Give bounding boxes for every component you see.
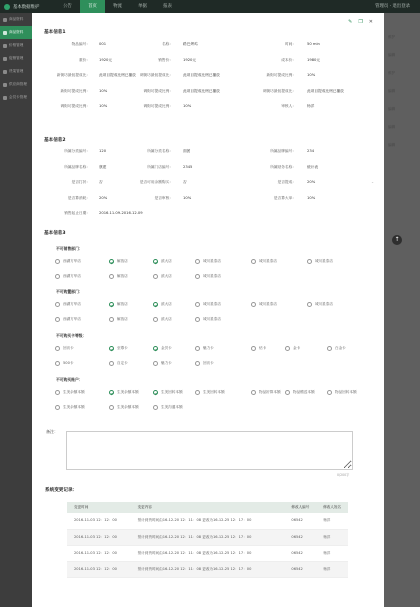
checkbox-icon bbox=[251, 346, 256, 351]
sidebar-item-label: 商品资料 bbox=[9, 30, 24, 34]
option-label: 金卡 bbox=[293, 346, 301, 350]
option-label: 城川星泰店 bbox=[259, 302, 277, 306]
option-checkbox[interactable] bbox=[153, 346, 172, 351]
option-checkbox[interactable] bbox=[251, 259, 277, 264]
checkbox-icon bbox=[55, 346, 60, 351]
menu-icon bbox=[3, 70, 7, 74]
field-label: 是否打折： bbox=[71, 180, 90, 184]
history-cell: 杨洋 bbox=[316, 529, 348, 545]
history-cell: 06542 bbox=[284, 545, 316, 561]
field-label: 时间： bbox=[284, 42, 296, 46]
table-row bbox=[67, 545, 348, 561]
brand-name: 基本数据维护 bbox=[13, 4, 40, 10]
option-checkbox[interactable] bbox=[195, 274, 221, 279]
sidebar bbox=[0, 13, 36, 607]
field-label: 调街坊最低提成比： bbox=[262, 88, 296, 93]
history-cell: 2016-11-03 12：12：00 bbox=[67, 513, 131, 529]
option-label: 生美回转本额 bbox=[161, 390, 183, 394]
checkbox-icon bbox=[195, 346, 200, 351]
history-header-cell: 修改人编号 bbox=[284, 502, 316, 513]
modal-toolbar bbox=[348, 19, 373, 25]
history-cell: 2016-11-03 12：12：00 bbox=[67, 545, 131, 561]
option-checkbox[interactable] bbox=[307, 302, 333, 307]
sidebar-item[interactable] bbox=[0, 78, 36, 91]
field-label: 是否审核： bbox=[154, 195, 173, 200]
field-value: 面团 bbox=[183, 149, 191, 153]
field-value: 50 min bbox=[307, 42, 320, 46]
group-title: 不可购置部门： bbox=[56, 289, 83, 294]
history-cell: 06542 bbox=[284, 513, 316, 529]
option-checkbox[interactable] bbox=[307, 259, 333, 264]
field-value: 2345 bbox=[183, 164, 193, 169]
field-label: 调街坊最低提成比： bbox=[139, 73, 173, 77]
field-value: 此项目提成比例已播放 bbox=[307, 88, 344, 93]
option-label: 回访卡 bbox=[63, 346, 74, 350]
option-checkbox[interactable] bbox=[153, 361, 172, 366]
history-cell: 预计到货时间由16-12-20 12：11：08 更改为16-12-25 12：17：00 bbox=[131, 545, 285, 561]
history-cell: 06542 bbox=[284, 561, 316, 577]
checkbox-icon bbox=[109, 405, 114, 410]
background-action-link[interactable]: 编辑 bbox=[388, 125, 396, 129]
checkbox-icon bbox=[55, 302, 60, 307]
group-title: 不可购买卡等级： bbox=[56, 333, 87, 338]
main-nav bbox=[55, 0, 180, 13]
checkbox-icon bbox=[109, 390, 114, 395]
checkbox-icon bbox=[307, 259, 312, 264]
option-checkbox[interactable] bbox=[153, 405, 183, 410]
history-cell: 杨洋 bbox=[316, 545, 348, 561]
option-label: 解放店 bbox=[117, 259, 128, 263]
field-value: 10% bbox=[183, 104, 192, 108]
field-value: 1920元 bbox=[99, 57, 113, 62]
checkbox-icon bbox=[55, 361, 60, 366]
table-row bbox=[67, 529, 348, 545]
section-basic3-title: 基本信息3 bbox=[44, 231, 66, 236]
field-label: 调街坊提成比例： bbox=[143, 104, 173, 108]
option-label: 物品赠送本额 bbox=[293, 390, 315, 394]
history-table bbox=[67, 502, 348, 578]
option-checkbox[interactable] bbox=[153, 302, 172, 307]
field-label: 新街坊提成比例： bbox=[266, 73, 296, 77]
sidebar-item[interactable] bbox=[0, 52, 36, 65]
sidebar-item[interactable] bbox=[0, 65, 36, 78]
remark-label: 备注： bbox=[46, 429, 58, 434]
checkbox-icon bbox=[251, 302, 256, 307]
field-label: 成本价： bbox=[281, 57, 296, 62]
copy-icon[interactable]: ❐ bbox=[358, 19, 363, 25]
field-label: 所属财务名称： bbox=[270, 164, 296, 169]
brand bbox=[0, 4, 55, 10]
group-title: 不可销售部门： bbox=[56, 246, 83, 251]
sidebar-item[interactable] bbox=[0, 91, 36, 104]
nav-item[interactable]: 物流 bbox=[113, 4, 122, 9]
option-label: 生美回转本额 bbox=[203, 390, 225, 394]
option-checkbox[interactable] bbox=[153, 274, 172, 279]
option-checkbox[interactable] bbox=[109, 317, 128, 322]
field-value: 001 bbox=[99, 42, 107, 46]
section-basic1-title: 基本信息1 bbox=[44, 30, 66, 35]
option-checkbox[interactable] bbox=[55, 259, 81, 264]
option-label: 500卡 bbox=[63, 361, 74, 365]
option-checkbox[interactable] bbox=[153, 259, 172, 264]
checkbox-icon bbox=[55, 274, 60, 279]
option-label: 城川星泰店 bbox=[203, 259, 221, 263]
checkbox-icon bbox=[153, 302, 158, 307]
field-value: 10% bbox=[99, 88, 108, 93]
field-value: 路巴烤鸡 bbox=[183, 42, 198, 46]
option-checkbox[interactable] bbox=[55, 390, 85, 395]
checkbox-icon bbox=[195, 259, 200, 264]
option-checkbox[interactable] bbox=[153, 390, 183, 395]
field-value: 否 bbox=[183, 180, 187, 184]
option-label: 城川星泰店 bbox=[203, 317, 221, 321]
history-header-row bbox=[67, 502, 348, 513]
option-label: 城川星泰店 bbox=[315, 259, 333, 263]
field-label: 所属分类名称： bbox=[147, 149, 173, 153]
field-label: 调街坊提成比例： bbox=[143, 88, 173, 93]
option-label: 物品回转本额 bbox=[335, 390, 357, 394]
background-action-link[interactable]: 维护 bbox=[388, 35, 396, 39]
checkbox-icon bbox=[55, 259, 60, 264]
checkbox-icon bbox=[55, 390, 60, 395]
checkbox-icon bbox=[251, 390, 256, 395]
nav-item[interactable]: 首页 bbox=[80, 0, 105, 13]
field-value: 1980元 bbox=[307, 57, 321, 62]
field-value: 120 bbox=[99, 149, 107, 153]
option-checkbox[interactable] bbox=[327, 390, 357, 395]
background-action-link[interactable]: 编辑 bbox=[388, 107, 396, 111]
option-checkbox[interactable] bbox=[109, 346, 128, 351]
checkbox-icon bbox=[109, 259, 114, 264]
detail-modal bbox=[32, 13, 384, 607]
option-label: 西湖方华店 bbox=[63, 259, 81, 263]
checkbox-icon bbox=[109, 317, 114, 322]
option-label: 西湖方华店 bbox=[63, 317, 81, 321]
option-label: 回访卡 bbox=[203, 361, 214, 365]
checkbox-icon bbox=[327, 390, 332, 395]
option-checkbox[interactable] bbox=[153, 317, 172, 322]
field-label: 所属品牌名称： bbox=[64, 164, 90, 169]
checkbox-icon bbox=[327, 346, 332, 351]
checkbox-icon bbox=[55, 405, 60, 410]
table-row bbox=[67, 513, 348, 529]
field-label: 是否可用余额购买： bbox=[139, 180, 173, 184]
option-checkbox[interactable] bbox=[109, 302, 128, 307]
history-header-cell: 修改人姓名 bbox=[316, 502, 348, 513]
field-value: 此项目提成比例已播放 bbox=[99, 73, 136, 77]
option-checkbox[interactable] bbox=[251, 346, 266, 351]
option-checkbox[interactable] bbox=[109, 405, 139, 410]
table-row bbox=[67, 561, 348, 577]
field-value: 20% bbox=[99, 195, 108, 200]
background-action-link[interactable]: 维护 bbox=[388, 71, 396, 75]
field-value: 否 bbox=[99, 180, 103, 184]
background-action-link[interactable]: 编辑 bbox=[388, 89, 396, 93]
field-label: 重价： bbox=[78, 57, 90, 62]
field-value: 此项目提成比例已播放 bbox=[183, 88, 220, 93]
option-label: 滨大店 bbox=[161, 274, 172, 278]
option-checkbox[interactable] bbox=[285, 346, 300, 351]
option-checkbox[interactable] bbox=[195, 361, 214, 366]
option-label: 西湖方华店 bbox=[63, 274, 81, 278]
option-checkbox[interactable] bbox=[55, 361, 73, 366]
option-label: 物品折算本额 bbox=[259, 390, 281, 394]
option-checkbox[interactable] bbox=[195, 346, 214, 351]
menu-icon bbox=[3, 31, 7, 35]
field-value: 1920元 bbox=[183, 57, 197, 62]
checkbox-icon bbox=[153, 405, 158, 410]
option-label: 滨大店 bbox=[161, 317, 172, 321]
field-label: 调街坊提成比例： bbox=[60, 104, 90, 108]
option-label: 钻卡 bbox=[259, 346, 267, 350]
user-menu[interactable]: 管理员 · 退出登录 bbox=[375, 4, 410, 9]
field-value: 20% bbox=[307, 180, 316, 184]
field-label: 物品编号： bbox=[71, 42, 90, 46]
history-cell: 2016-11-03 12：12：00 bbox=[67, 529, 131, 545]
option-label: 滨大店 bbox=[161, 302, 172, 306]
history-header-cell: 变更时间 bbox=[67, 502, 131, 513]
sidebar-item-label: 促销管理 bbox=[9, 56, 24, 60]
sidebar-item-label: 供应商管理 bbox=[9, 82, 27, 86]
option-checkbox[interactable] bbox=[109, 259, 128, 264]
checkbox-icon bbox=[153, 361, 158, 366]
field-label: 所属分类编号： bbox=[64, 149, 90, 153]
option-label: 城川星泰店 bbox=[315, 302, 333, 306]
option-checkbox[interactable] bbox=[109, 390, 139, 395]
checkbox-icon bbox=[195, 302, 200, 307]
field-label: 销售起止日期： bbox=[64, 211, 90, 215]
option-label: 解放店 bbox=[117, 317, 128, 321]
close-icon[interactable]: ✕ bbox=[368, 19, 373, 25]
field-label: 名称： bbox=[161, 42, 173, 46]
checkbox-icon bbox=[153, 346, 158, 351]
nav-item[interactable]: 报表 bbox=[163, 4, 172, 9]
sidebar-item-label: 会员卡管理 bbox=[9, 95, 27, 99]
option-label: 解放店 bbox=[117, 274, 128, 278]
field-label: 销售价： bbox=[158, 57, 173, 62]
option-checkbox[interactable] bbox=[109, 361, 128, 366]
checkbox-icon bbox=[195, 390, 200, 395]
checkbox-icon bbox=[153, 317, 158, 322]
option-label: 至尊卡 bbox=[117, 346, 128, 350]
option-checkbox[interactable] bbox=[251, 302, 277, 307]
sidebar-item[interactable] bbox=[0, 39, 36, 52]
field-value: 康建 bbox=[99, 164, 107, 169]
logo-icon bbox=[4, 4, 10, 10]
background-action-link[interactable]: 编辑 bbox=[388, 143, 396, 147]
field-value: 此项目提成比例已播放 bbox=[183, 73, 220, 77]
checkbox-icon bbox=[153, 274, 158, 279]
option-label: 金贝卡 bbox=[161, 346, 172, 350]
checkbox-icon bbox=[285, 390, 290, 395]
field-value: 10% bbox=[307, 195, 316, 200]
option-checkbox[interactable] bbox=[195, 259, 221, 264]
sidebar-item-label: 商品资料 bbox=[9, 17, 24, 21]
field-value: 2016.11.09-2016.12.09 bbox=[99, 211, 143, 215]
field-label: 是否算大单： bbox=[273, 195, 296, 200]
field-label: 是否算消耗： bbox=[67, 195, 90, 200]
option-checkbox[interactable] bbox=[195, 302, 221, 307]
history-cell: 06542 bbox=[284, 529, 316, 545]
field-label: 所属品牌编号： bbox=[270, 149, 296, 153]
sidebar-item[interactable] bbox=[0, 13, 36, 26]
section-basic2-title: 基本信息2 bbox=[44, 138, 66, 143]
field-value: 统计表 bbox=[307, 164, 319, 169]
option-label: 魅力卡 bbox=[161, 361, 172, 365]
option-label: 滨大店 bbox=[161, 259, 172, 263]
checkbox-icon bbox=[195, 361, 200, 366]
option-checkbox[interactable] bbox=[55, 405, 85, 410]
option-checkbox[interactable] bbox=[55, 317, 81, 322]
checkbox-icon bbox=[285, 346, 290, 351]
history-cell: 预计到货时间由16-12-20 12：11：08 更改为16-12-25 12：17：00 bbox=[131, 513, 285, 529]
option-label: 城川星泰店 bbox=[203, 274, 221, 278]
field-label: 是否提成： bbox=[277, 180, 296, 184]
option-label: 生美余额本额 bbox=[63, 390, 85, 394]
option-label: 解放店 bbox=[117, 302, 128, 306]
field-label: 新街坊提成比例： bbox=[60, 88, 90, 93]
checkbox-icon bbox=[251, 259, 256, 264]
field-value: 234 bbox=[307, 149, 315, 153]
checkbox-icon bbox=[55, 317, 60, 322]
sidebar-item[interactable] bbox=[0, 26, 36, 39]
history-header-cell: 变更内容 bbox=[131, 502, 285, 513]
menu-icon bbox=[3, 18, 7, 22]
menu-icon bbox=[3, 96, 7, 100]
nav-item[interactable]: 公告 bbox=[63, 4, 72, 9]
field-label: 所属门店编号： bbox=[147, 164, 173, 169]
option-checkbox[interactable] bbox=[251, 390, 281, 395]
option-label: 生美余额本额 bbox=[117, 390, 139, 394]
background-action-link[interactable]: 编辑 bbox=[388, 53, 396, 57]
history-title: 系统变更记录： bbox=[45, 488, 78, 493]
option-label: 生美余额本额 bbox=[117, 405, 139, 409]
field-value: 杨洋 bbox=[307, 104, 315, 108]
option-checkbox[interactable] bbox=[285, 390, 315, 395]
sidebar-item-label: 价格管理 bbox=[9, 43, 24, 47]
top-bar bbox=[0, 0, 420, 13]
field-value: 10% bbox=[183, 195, 192, 200]
option-label: 生美沟通本额 bbox=[161, 405, 183, 409]
option-checkbox[interactable] bbox=[109, 274, 128, 279]
option-label: 城川星泰店 bbox=[259, 259, 277, 263]
option-label: 西湖方华店 bbox=[63, 302, 81, 306]
dropdown-arrow-icon[interactable]: ⌄ bbox=[371, 180, 375, 184]
history-cell: 2016-11-03 12：12：00 bbox=[67, 561, 131, 577]
field-value: 10% bbox=[99, 104, 108, 108]
edit-icon[interactable]: ✎ bbox=[348, 19, 353, 25]
checkbox-icon bbox=[307, 302, 312, 307]
background-list bbox=[384, 13, 420, 607]
scroll-top-button[interactable]: ↑ bbox=[392, 235, 402, 245]
checkbox-icon bbox=[153, 390, 158, 395]
option-label: 自定卡 bbox=[117, 361, 128, 365]
option-label: 城川星泰店 bbox=[203, 302, 221, 306]
sidebar-item-label: 货架管理 bbox=[9, 69, 24, 73]
remark-counter: 0/200字 bbox=[337, 473, 350, 477]
checkbox-icon bbox=[109, 302, 114, 307]
checkbox-icon bbox=[109, 274, 114, 279]
checkbox-icon bbox=[109, 361, 114, 366]
option-label: 魅力卡 bbox=[203, 346, 214, 350]
remark-textarea[interactable] bbox=[66, 431, 353, 470]
field-label: 审核人： bbox=[281, 104, 296, 108]
option-checkbox[interactable] bbox=[55, 302, 81, 307]
option-label: 生美余额本额 bbox=[63, 405, 85, 409]
checkbox-icon bbox=[153, 259, 158, 264]
menu-icon bbox=[3, 83, 7, 87]
option-label: 白金卡 bbox=[335, 346, 346, 350]
history-cell: 预计到货时间由16-12-20 12：11：08 更改为16-12-25 12：17：00 bbox=[131, 561, 285, 577]
checkbox-icon bbox=[195, 317, 200, 322]
option-checkbox[interactable] bbox=[195, 390, 225, 395]
field-label: 新街坊最低提成比： bbox=[56, 73, 90, 77]
option-checkbox[interactable] bbox=[195, 317, 221, 322]
history-cell: 杨洋 bbox=[316, 561, 348, 577]
checkbox-icon bbox=[195, 274, 200, 279]
history-cell: 杨洋 bbox=[316, 513, 348, 529]
nav-item[interactable]: 单据 bbox=[138, 4, 147, 9]
history-cell: 预计到货时间由16-12-20 12：11：08 更改为16-12-25 12：17：00 bbox=[131, 529, 285, 545]
option-checkbox[interactable] bbox=[55, 274, 81, 279]
checkbox-icon bbox=[109, 346, 114, 351]
menu-icon bbox=[3, 57, 7, 61]
option-checkbox[interactable] bbox=[55, 346, 74, 351]
field-value: 10% bbox=[307, 73, 316, 77]
option-checkbox[interactable] bbox=[327, 346, 346, 351]
menu-icon bbox=[3, 44, 7, 48]
group-title: 不可购买账户： bbox=[56, 377, 83, 382]
